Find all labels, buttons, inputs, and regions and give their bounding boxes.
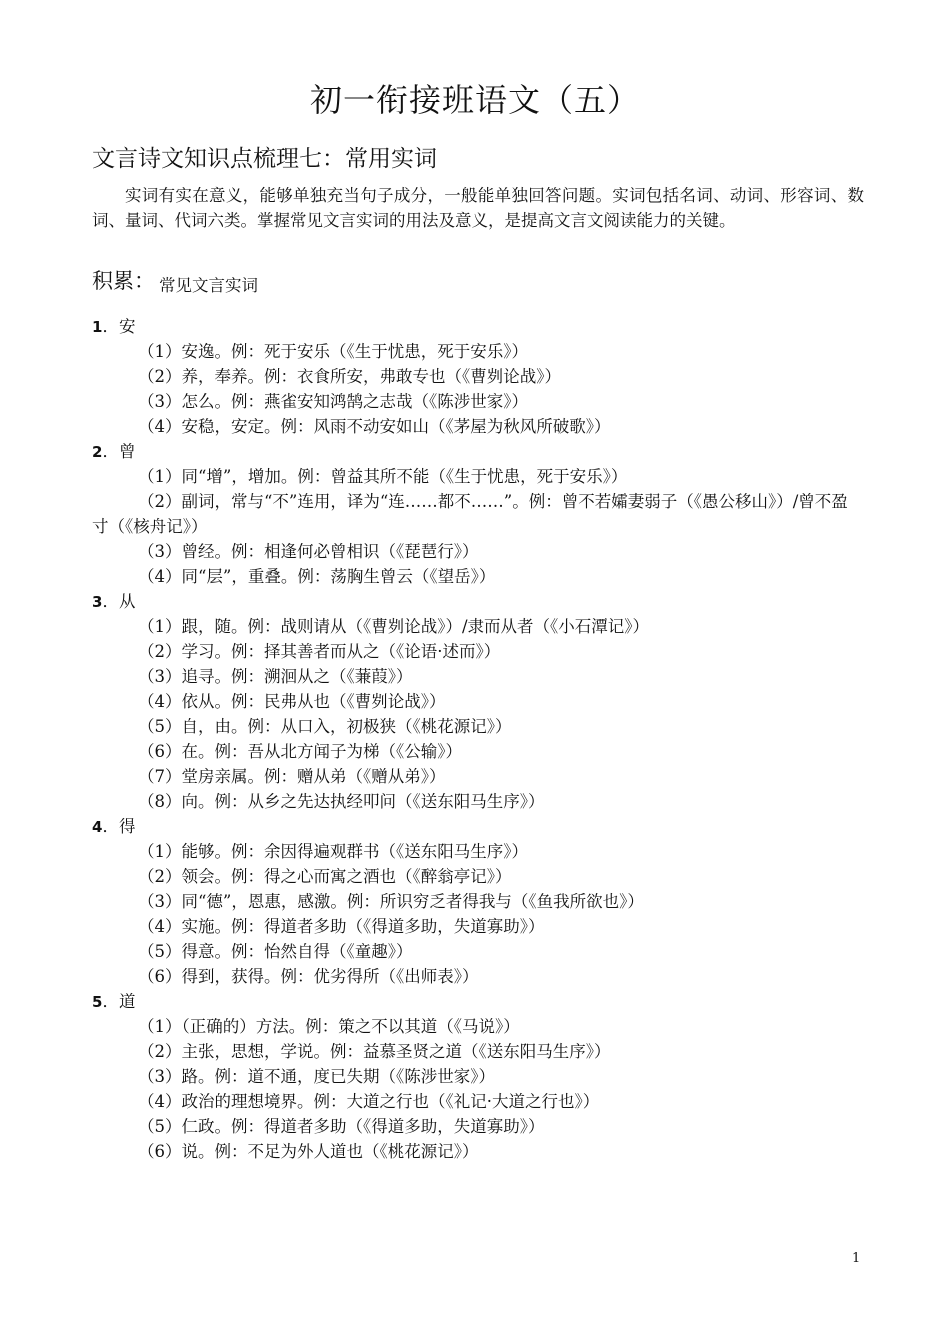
accumulate-note: 常见文言实词: [159, 276, 258, 295]
word-heading: [92, 989, 862, 1014]
word-separator: ．: [102, 442, 119, 461]
word-sense: （2）学习。例：择其善者而从之（《论语·述而》）: [138, 642, 501, 661]
word-character: 得: [118, 817, 136, 836]
word-sense: （1）同“增”，增加。例：曾益其所不能（《生于忧患，死于安乐》）: [138, 467, 628, 486]
word-sense: （3）路。例：道不通，度已失期（《陈涉世家》）: [138, 1067, 495, 1086]
word-sense: （1）能够。例：余因得遍观群书（《送东阳马生序》）: [138, 842, 528, 861]
word-sense: （4）同“层”，重叠。例：荡胸生曾云（《望岳》）: [138, 567, 496, 586]
word-heading: [92, 589, 862, 614]
word-sense: （8）向。例：从乡之先达执经叩问（《送东阳马生序》）: [138, 792, 545, 811]
intro-paragraph: 实词有实在意义，能够单独充当句子成分，一般能单独回答问题。实词包括名词、动词、形容词、数词、量词、代词六类。掌握常见文言实词的用法及意义，是提高文言文阅读能力的关键。: [92, 186, 864, 230]
accumulate-label: 积累：: [92, 269, 155, 293]
word-heading: [92, 814, 862, 839]
word-character: 曾: [118, 442, 136, 461]
word-number: 4: [92, 818, 103, 836]
word-number: 5: [92, 993, 103, 1011]
word-character: 安: [118, 317, 136, 336]
word-sense: （1）（正确的）方法。例：策之不以其道（《马说》）: [138, 1017, 520, 1036]
accumulate-heading: [92, 266, 258, 298]
word-entries: [92, 314, 862, 1164]
word-number: 2: [92, 443, 103, 461]
word-sense: （2）副词，常与“不”连用，译为“连……都不……”。例：曾不若孀妻弱子（《愚公移山》）/曾不盈寸（《核舟记》）: [92, 492, 848, 536]
section-heading: 文言诗文知识点梳理七：常用实词: [92, 146, 437, 172]
word-separator: ．: [102, 592, 119, 611]
word-sense: （2）主张，思想，学说。例：益慕圣贤之道（《送东阳马生序》）: [138, 1042, 611, 1061]
word-sense: （1）安逸。例：死于安乐（《生于忧患，死于安乐》）: [138, 342, 528, 361]
word-sense: （3）追寻。例：溯洄从之（《蒹葭》）: [138, 667, 413, 686]
word-sense: （6）得到，获得。例：优劣得所（《出师表》）: [138, 967, 479, 986]
word-sense: （3）怎么。例：燕雀安知鸿鹄之志哉（《陈涉世家》）: [138, 392, 528, 411]
word-sense: （5）仁政。例：得道者多助（《得道多助，失道寡助》）: [138, 1117, 545, 1136]
word-sense: （3）曾经。例：相逢何必曾相识（《琵琶行》）: [138, 542, 479, 561]
word-separator: ．: [102, 992, 119, 1011]
word-heading: [92, 314, 862, 339]
word-sense: （2）养，奉养。例：衣食所安，弗敢专也（《曹刿论战》）: [138, 367, 561, 386]
word-sense: （4）安稳，安定。例：风雨不动安如山（《茅屋为秋风所破歌》）: [138, 417, 611, 436]
word-sense: （4）实施。例：得道者多助（《得道多助，失道寡助》）: [138, 917, 545, 936]
word-sense: （1）跟，随。例：战则请从（《曹刿论战》）/隶而从者（《小石潭记》）: [138, 617, 650, 636]
word-sense: （4）依从。例：民弗从也（《曹刿论战》）: [138, 692, 446, 711]
word-separator: ．: [102, 817, 119, 836]
word-separator: ．: [102, 317, 119, 336]
word-sense: （6）在。例：吾从北方闻子为梯（《公输》）: [138, 742, 462, 761]
word-sense: （5）得意。例：怡然自得（《童趣》）: [138, 942, 413, 961]
word-sense: （5）自，由。例：从口入，初极狭（《桃花源记》）: [138, 717, 512, 736]
word-sense: （3）同“德”，恩惠，感激。例：所识穷乏者得我与（《鱼我所欲也》）: [138, 892, 644, 911]
word-character: 从: [118, 592, 136, 611]
word-number: 3: [92, 593, 103, 611]
word-sense: （2）领会。例：得之心而寓之酒也（《醉翁亭记》）: [138, 867, 512, 886]
word-sense: （4）政治的理想境界。例：大道之行也（《礼记·大道之行也》）: [138, 1092, 600, 1111]
page-title: 初一衔接班语文（五）: [309, 81, 640, 119]
word-sense: （6）说。例：不足为外人道也（《桃花源记》）: [138, 1142, 479, 1161]
word-number: 1: [92, 318, 103, 336]
word-character: 道: [118, 992, 136, 1011]
word-heading: [92, 439, 862, 464]
word-sense: （7）堂房亲属。例：赠从弟（《赠从弟》）: [138, 767, 446, 786]
page-number: 1: [852, 1251, 861, 1266]
